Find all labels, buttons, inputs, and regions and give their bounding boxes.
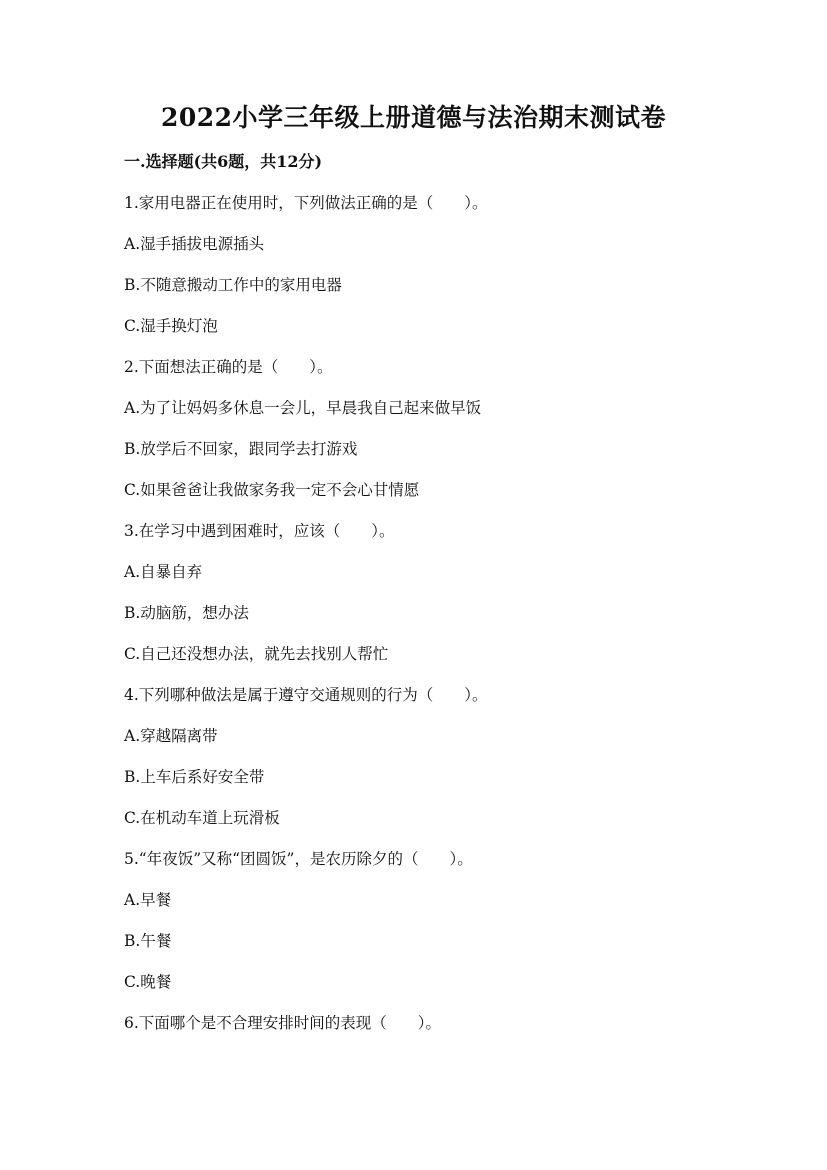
question-2: 2.下面想法正确的是（ ）。 xyxy=(124,358,333,376)
section-heading: 一.选择题(共6题，共12分) xyxy=(124,152,323,171)
question-5-option-a: A.早餐 xyxy=(124,891,172,909)
question-5-option-b: B.午餐 xyxy=(124,932,172,950)
question-3: 3.在学习中遇到困难时，应该（ ）。 xyxy=(124,522,395,540)
question-2-option-c: C.如果爸爸让我做家务我一定不会心甘情愿 xyxy=(124,481,420,499)
question-4: 4.下列哪种做法是属于遵守交通规则的行为（ ）。 xyxy=(124,686,488,704)
question-4-option-a: A.穿越隔离带 xyxy=(124,727,218,745)
page-title: 2022小学三年级上册道德与法治期末测试卷 xyxy=(160,103,667,132)
question-1: 1.家用电器正在使用时，下列做法正确的是（ ）。 xyxy=(124,194,488,212)
question-1-option-c: C.湿手换灯泡 xyxy=(124,317,218,335)
question-2-option-a: A.为了让妈妈多休息一会儿，早晨我自己起来做早饭 xyxy=(124,399,482,417)
question-4-option-b: B.上车后系好安全带 xyxy=(124,768,265,786)
question-3-option-a: A.自暴自弃 xyxy=(124,563,203,581)
question-1-option-a: A.湿手插拔电源插头 xyxy=(124,235,265,253)
question-3-option-b: B.动脑筋，想办法 xyxy=(124,604,249,622)
question-5-option-c: C.晚餐 xyxy=(124,973,172,991)
question-4-option-c: C.在机动车道上玩滑板 xyxy=(124,809,280,827)
question-6: 6.下面哪个是不合理安排时间的表现（ ）。 xyxy=(124,1014,442,1032)
question-5: 5.“年夜饭”又称“团圆饭”，是农历除夕的（ ）。 xyxy=(124,850,473,868)
question-2-option-b: B.放学后不回家，跟同学去打游戏 xyxy=(124,440,358,458)
question-list xyxy=(124,191,744,1052)
question-3-option-c: C.自己还没想办法，就先去找别人帮忙 xyxy=(124,645,389,663)
question-1-option-b: B.不随意搬动工作中的家用电器 xyxy=(124,276,342,294)
